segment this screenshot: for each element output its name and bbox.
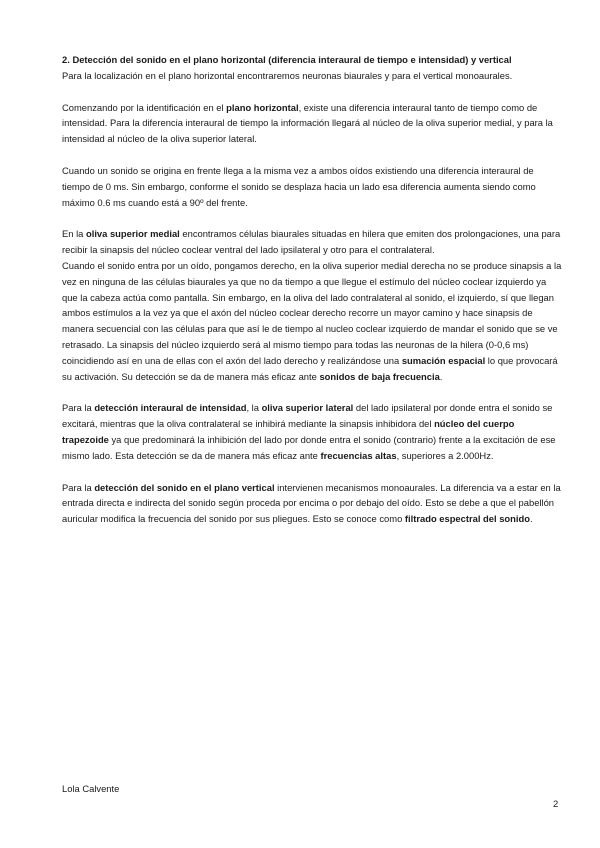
p4-text-i: , superiores a 2.000Hz.: [396, 449, 494, 461]
heading-rest: (diferencia interaural de tiempo e intensidad) y vertical: [265, 54, 512, 65]
intro-paragraph: Para la localización en el plano horizontal encontraremos neuronas biaurales y para el vertical monoaurales.: [62, 69, 513, 81]
document-body: [62, 52, 562, 527]
p3-text-a: En la: [62, 228, 86, 240]
p3-text-c: encontramos células biaurales situadas en hilera que emiten dos prolongaciones, una para recibir la sinapsis del núcleo coclear ventral del lado ipsilateral y otro para el contralateral.: [62, 228, 561, 256]
p4-text-e: del lado ipsilateral por donde entra el sonido se excitará, mientras que la oliva contralateral se inhibirá mediante la sinapsis inhibidora del: [62, 402, 553, 430]
p3-text-h: .: [439, 370, 443, 382]
p5-text-e: .: [529, 513, 533, 525]
footer-author: Lola Calvente: [62, 783, 120, 794]
paragraph-medial-olive-detail: [62, 258, 562, 384]
p4-bold-lateral: oliva superior lateral: [261, 402, 354, 414]
p4-bold-intensity: detección interaural de intensidad: [94, 402, 247, 414]
paragraph-vertical-plane: [62, 480, 562, 527]
p4-text-a: Para la: [62, 402, 95, 414]
p5-text-a: Para la: [62, 481, 95, 493]
paragraph-horizontal-plane: [62, 100, 562, 147]
p1-bold-horizontal: plano horizontal: [226, 101, 299, 113]
p3-bold-summation: sumación espacial: [401, 354, 486, 366]
paragraph-time-difference: Cuando un sonido se origina en frente llega a la misma vez a ambos oídos existiendo una diferencia interaural de tiempo de 0 ms. Sin embargo, conforme el sonido se desplaza hacia un lado esa diferencia aumenta siendo como máximo 0.6 ms cuando está a 90º del frente.: [62, 164, 536, 208]
p3-bold-low-freq: sonidos de baja frecuencia: [319, 370, 440, 382]
page-number: 2: [553, 798, 559, 809]
paragraph-intensity: [62, 400, 562, 463]
paragraph-medial-olive: [62, 226, 562, 258]
heading-number: 2.: [62, 54, 70, 65]
p1-text-a: Comenzando por la identificación en el: [62, 101, 227, 113]
p1-text-c: , existe una diferencia interaural tanto de tiempo como de intensidad. Para la diferencia interaural de tiempo la información llegará al núcleo de la oliva superior medial, y para la intensidad al núcleo de la oliva superior lateral.: [62, 101, 553, 145]
p5-text-c: intervienen mecanismos monoaurales. La diferencia va a estar en la entrada directa e indirecta del sonido según proceda por encima o por debajo del oído. Esto se debe a que el pabellón auricular modifica la frecuencia del sonido por sus pliegues. Esto se conoce como: [62, 481, 561, 525]
p3-bold-medial: oliva superior medial: [85, 228, 180, 240]
p3-text-f: lo que provocará su activación. Su detección se da de manera más eficaz ante: [62, 354, 558, 382]
p3-text-d: Cuando el sonido entra por un oído, pongamos derecho, en la oliva superior medial derecha no se produce sinapsis a la vez en ninguna de las células biaurales ya que no da tiempo a que llegue el estímulo del núcleo coclear izquierdo ya que la cabeza actúa como pantalla. Sin embargo, en la oliva del lado contralateral al sonido, el izquierdo, sí que llegan ambos estímulos a la vez ya que el axón del núcleo coclear derecho recorre un mayor camino y hace sinapsis de manera secuencial con las células para que así le de tiempo al nucleo coclear izquierdo de mandar el sonido que se ve retrasado. La sinapsis del núcleo izquierdo será al mismo tiempo para todas las neuronas de la hilera (0-0,6 ms) coincidiendo así en una de ellas con el axón del lado derecho y realizándose una: [62, 259, 562, 366]
p4-bold-trapezoid: núcleo del cuerpo trapezoide: [62, 418, 515, 445]
p4-text-c: , la: [246, 402, 262, 414]
p4-text-g: ya que predominará la inhibición del lado por donde entra el sonido (contrario) frente a la excitación de ese mismo lado. Esta detección se da de manera más eficaz ante: [62, 433, 556, 461]
p5-bold-vertical: detección del sonido en el plano vertical: [94, 481, 275, 493]
section-heading: [62, 52, 562, 68]
p4-bold-high-freq: frecuencias altas: [320, 449, 397, 461]
p5-bold-spectral: filtrado espectral del sonido: [404, 513, 530, 525]
heading-title: Detección del sonido en el plano horizontal: [72, 54, 266, 65]
